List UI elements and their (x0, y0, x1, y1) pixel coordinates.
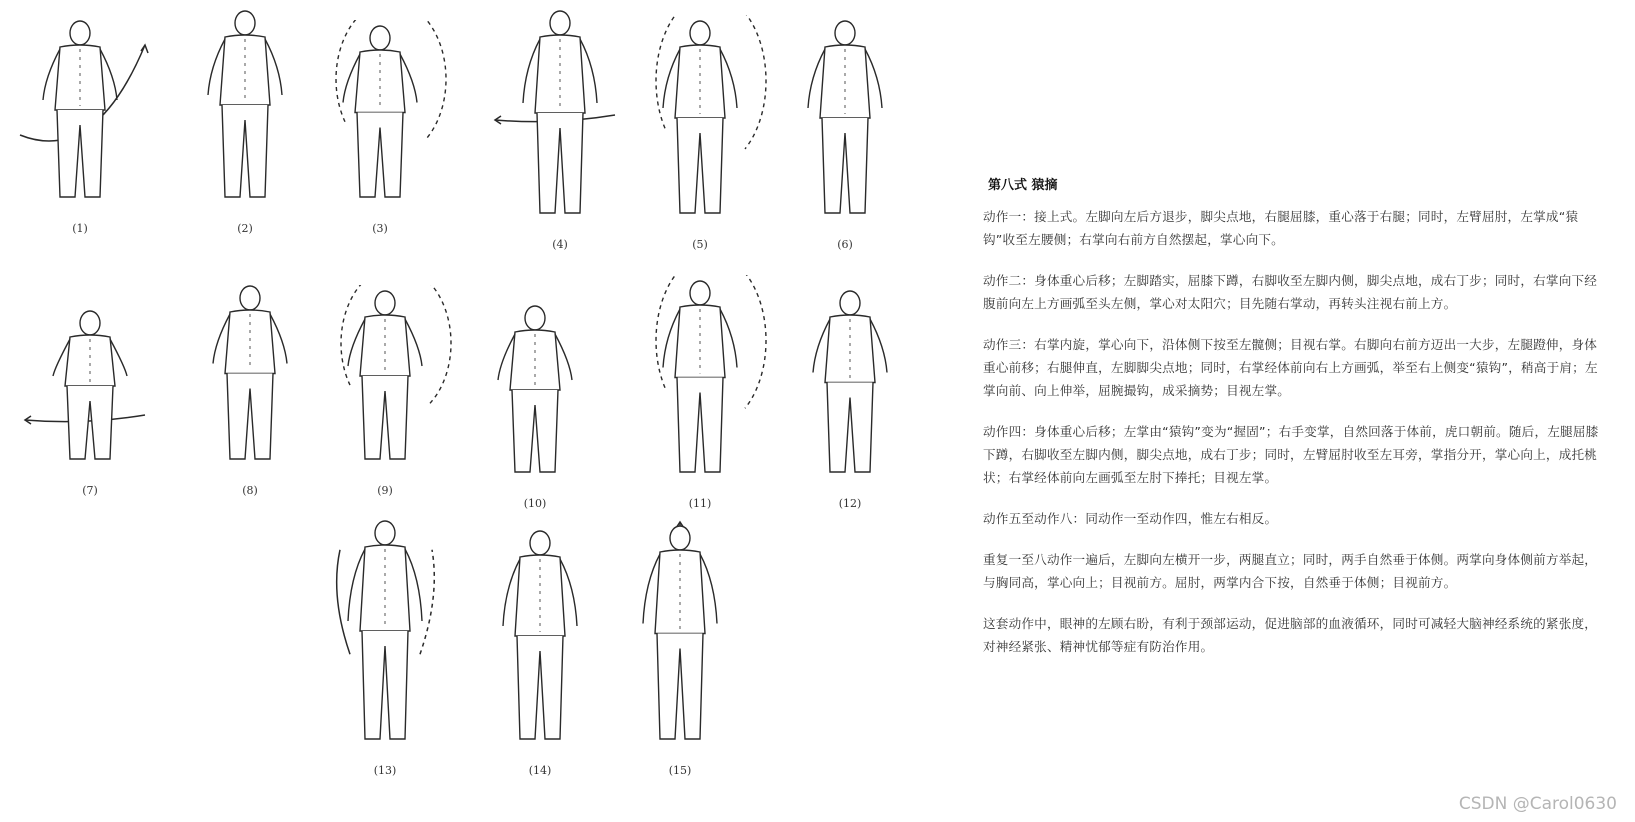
figure-caption: (6) (837, 238, 853, 251)
figure-8 (175, 280, 325, 467)
figure-caption: (4) (552, 238, 568, 251)
figure-9 (310, 285, 460, 467)
figure-caption: (3) (372, 222, 388, 235)
figure-caption: (11) (688, 497, 712, 510)
figure-6 (770, 15, 920, 221)
figure-14 (465, 525, 615, 747)
text-panel (983, 174, 1603, 676)
paragraph-4: 动作四：身体重心后移；左掌由“猿钩”变为“握固”；右手变掌，自然回落于体前，虎口朝前。随后，左腿屈膝下蹲，右脚收至左脚内侧，脚尖点地，成右丁步；同时，左臂屈肘收至左耳旁，掌指分开，掌心向上，成托桃状；右掌经体前向左画弧至左肘下捧托；目视左掌。 (983, 424, 1599, 485)
figure-caption: (15) (668, 764, 692, 777)
figure-7 (15, 305, 165, 467)
figure-15 (605, 520, 755, 747)
paragraph-5: 动作五至动作八：同动作一至动作四，惟左右相反。 (983, 511, 1278, 526)
figure-caption: (9) (377, 484, 393, 497)
figure-caption: (14) (528, 764, 552, 777)
figure-1 (5, 15, 155, 205)
figure-caption: (7) (82, 484, 98, 497)
figure-caption: (1) (72, 222, 88, 235)
figure-13 (310, 515, 460, 747)
paragraph-2: 动作二：身体重心后移；左脚踏实，屈膝下蹲，右脚收至左脚内侧，脚尖点地，成右丁步；同时，右掌向下经腹前向左上方画弧至头左侧，掌心对太阳穴；目先随右掌动，再转头注视右前上方。 (983, 273, 1598, 311)
paragraph-6: 重复一至八动作一遍后，左脚向左横开一步，两腿直立；同时，两手自然垂于体侧。两掌向身体侧前方举起，与胸同高，掌心向上；目视前方。屈肘，两掌内合下按，自然垂于体侧；目视前方。 (983, 552, 1598, 590)
figure-caption: (8) (242, 484, 258, 497)
paragraph-3: 动作三：右掌内旋，掌心向下，沿体侧下按至左髋侧；目视右掌。右脚向右前方迈出一大步，左腿蹬伸，身体重心前移；右腿伸直，左脚脚尖点地；同时，右掌经体前向右上方画弧，举至右上侧变“猿钩”，稍高于肩；左掌向前、向上伸举，屈腕撮钩，成采摘势；目视左掌。 (983, 337, 1598, 398)
figure-3 (305, 20, 455, 205)
section-title: 第八式 猿摘 (988, 178, 1058, 193)
figure-2 (170, 5, 320, 205)
figure-caption: (12) (838, 497, 862, 510)
figure-11 (625, 275, 775, 480)
paragraph-7: 这套动作中，眼神的左顾右盼，有利于颈部运动，促进脑部的血液循环，同时可减轻大脑神经系统的紧张度，对神经紧张、精神忧郁等症有防治作用。 (983, 616, 1598, 654)
paragraph-1: 动作一：接上式。左脚向左后方退步，脚尖点地，右腿屈膝，重心落于右腿；同时，左臂屈肘，左掌成“猿钩”收至左腰侧；右掌向右前方自然摆起，掌心向下。 (983, 209, 1579, 247)
figure-caption: (5) (692, 238, 708, 251)
watermark: CSDN @Carol0630 (1458, 794, 1617, 814)
figure-5 (625, 15, 775, 221)
figure-4 (485, 5, 635, 221)
figure-10 (460, 300, 610, 480)
figure-caption: (13) (373, 764, 397, 777)
figure-12 (775, 285, 925, 480)
figure-caption: (2) (237, 222, 253, 235)
figure-caption: (10) (523, 497, 547, 510)
